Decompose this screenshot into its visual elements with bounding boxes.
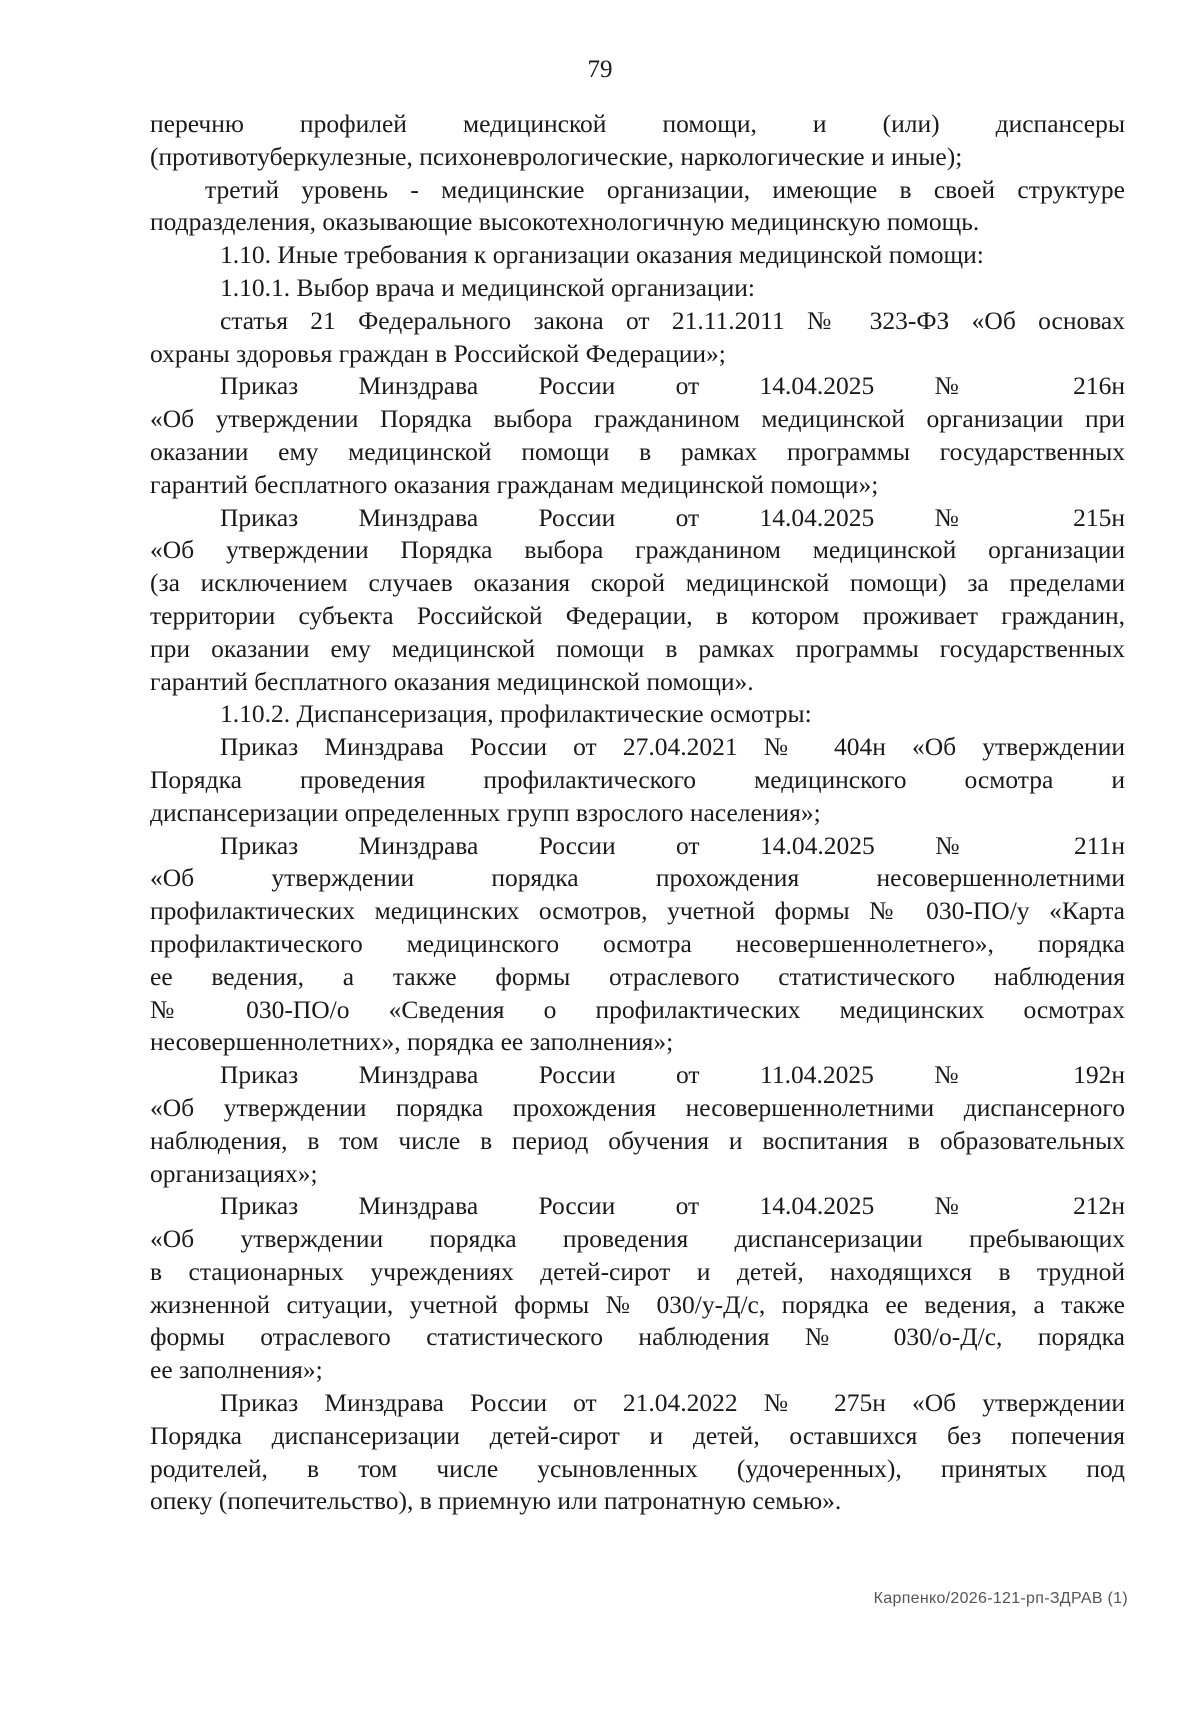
text-line: третий уровень - медицинские организации, имеющие в своей структуре <box>205 174 1125 204</box>
text-line: профилактических медицинских осмотров, учетной формы № 030-ПО/у «Карта <box>150 896 1125 926</box>
text-line: (противотуберкулезные, психоневрологические, наркологические и иные); <box>150 141 963 171</box>
text-line: организациях»; <box>150 1158 318 1188</box>
text-line: ее заполнения»; <box>150 1355 323 1385</box>
text-line: № 030-ПО/о «Сведения о профилактических медицинских осмотрах <box>150 994 1125 1024</box>
text-line: жизненной ситуации, учетной формы № 030/у-Д/с, порядка ее ведения, а также <box>150 1289 1125 1319</box>
document-footer-code: Карпенко/2026-121-рп-ЗДРАВ (1) <box>873 1590 1128 1607</box>
text-line: формы отраслевого статистического наблюдения № 030/о-Д/с, порядка <box>150 1322 1125 1352</box>
text-line: Приказ Минздрава России от 14.04.2025 № 212н <box>220 1191 1125 1221</box>
text-line: охраны здоровья граждан в Российской Федерации»; <box>150 338 726 368</box>
text-line: гарантий бесплатного оказания медицинской помощи». <box>150 666 754 696</box>
text-line: Порядка проведения профилактического медицинского осмотра и <box>150 764 1125 794</box>
page-number: 79 <box>587 56 613 83</box>
text-line: статья 21 Федерального закона от 21.11.2011 № 323-ФЗ «Об основах <box>220 305 1125 335</box>
text-line: ее ведения, а также формы отраслевого статистического наблюдения <box>150 961 1125 991</box>
text-line: оказании ему медицинской помощи в рамках программы государственных <box>150 436 1125 466</box>
text-line: профилактического медицинского осмотра несовершеннолетнего», порядка <box>150 928 1125 958</box>
text-line: 1.10.2. Диспансеризация, профилактические осмотры: <box>220 699 812 729</box>
text-line: гарантий бесплатного оказания гражданам медицинской помощи»; <box>150 469 879 499</box>
text-line: опеку (попечительство), в приемную или патронатную семью». <box>150 1486 842 1516</box>
text-line: 1.10.1. Выбор врача и медицинской организации: <box>220 272 755 302</box>
text-line: перечню профилей медицинской помощи, и (или) диспансеры <box>150 109 1125 138</box>
document-body <box>150 108 1125 1518</box>
text-line: Приказ Минздрава России от 27.04.2021 № 404н «Об утверждении <box>220 732 1125 762</box>
text-line: подразделения, оказывающие высокотехнологичную медицинскую помощь. <box>150 207 980 237</box>
text-line: «Об утверждении Порядка выбора гражданином медицинской организации <box>150 535 1125 565</box>
text-line: Приказ Минздрава России от 21.04.2022 № 275н «Об утверждении <box>220 1388 1125 1418</box>
text-line: диспансеризации определенных групп взрослого населения»; <box>150 797 821 827</box>
text-line: наблюдения, в том числе в период обучения и воспитания в образовательных <box>150 1125 1125 1155</box>
text-line: «Об утверждении порядка проведения диспансеризации пребывающих <box>150 1224 1125 1254</box>
text-line: Приказ Минздрава России от 14.04.2025 № 216н <box>220 371 1125 401</box>
text-line: в стационарных учреждениях детей-сирот и детей, находящихся в трудной <box>150 1256 1125 1286</box>
text-line: Приказ Минздрава России от 14.04.2025 № 215н <box>220 502 1125 532</box>
text-line: Приказ Минздрава России от 14.04.2025 № 211н <box>220 830 1125 860</box>
text-line: «Об утверждении порядка прохождения несовершеннолетними <box>150 863 1125 893</box>
text-line: территории субъекта Российской Федерации, в котором проживает гражданин, <box>150 600 1125 630</box>
text-line: несовершеннолетних», порядка ее заполнения»; <box>150 1027 674 1057</box>
text-line: «Об утверждении порядка прохождения несовершеннолетними диспансерного <box>150 1092 1125 1122</box>
text-line: «Об утверждении Порядка выбора гражданином медицинской организации при <box>150 404 1125 434</box>
text-line: родителей, в том числе усыновленных (удочеренных), принятых под <box>150 1453 1125 1483</box>
text-line: Приказ Минздрава России от 11.04.2025 № 192н <box>220 1060 1125 1090</box>
text-line: (за исключением случаев оказания скорой медицинской помощи) за пределами <box>150 568 1125 598</box>
text-line: при оказании ему медицинской помощи в рамках программы государственных <box>150 633 1125 663</box>
text-line: 1.10. Иные требования к организации оказания медицинской помощи: <box>220 240 984 270</box>
text-line: Порядка диспансеризации детей-сирот и детей, оставшихся без попечения <box>150 1420 1125 1450</box>
